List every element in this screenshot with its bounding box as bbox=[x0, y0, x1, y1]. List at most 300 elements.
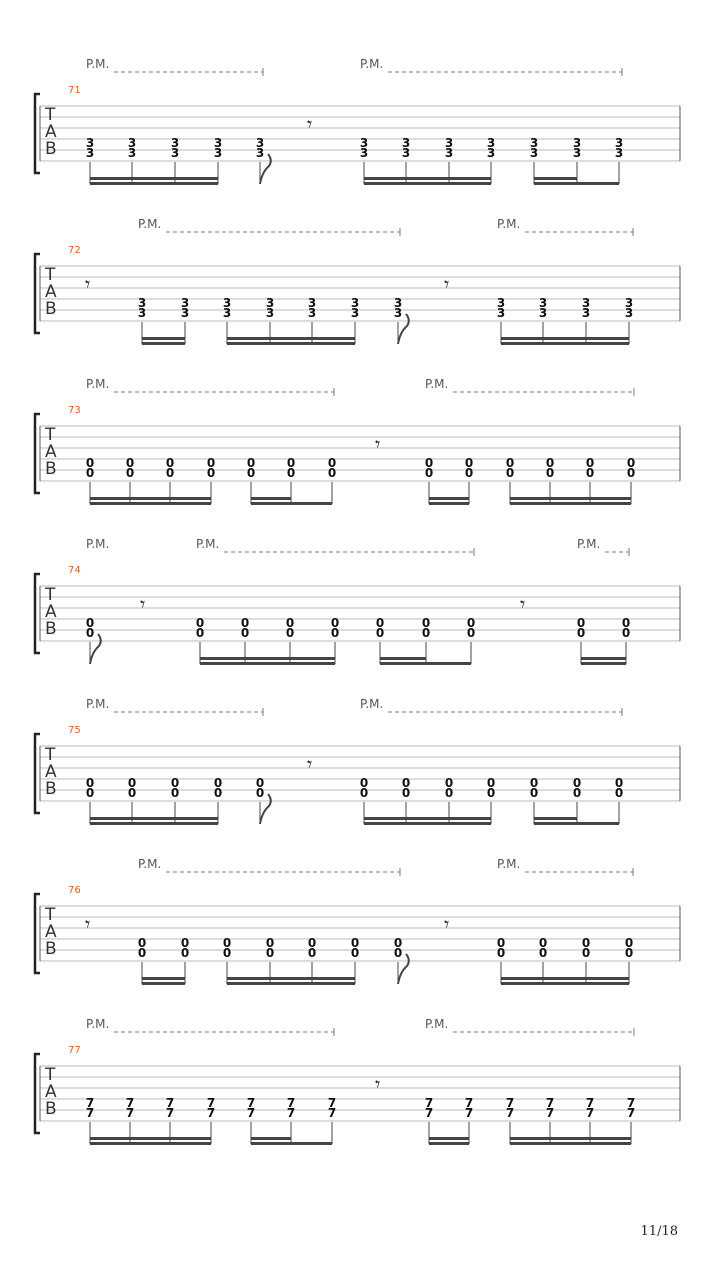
fret-number: 0 bbox=[240, 626, 250, 640]
tab-chord bbox=[582, 936, 590, 984]
fret-number: 7 bbox=[125, 1106, 135, 1120]
fret-number: 3 bbox=[444, 146, 454, 160]
fret-number: 0 bbox=[581, 946, 591, 960]
fret-number: 0 bbox=[350, 936, 360, 950]
fret-number: 0 bbox=[424, 466, 434, 480]
fret-number: 0 bbox=[125, 456, 135, 470]
tab-chord bbox=[625, 936, 633, 984]
beam-secondary bbox=[200, 657, 335, 660]
tab-chord bbox=[376, 616, 384, 664]
fret-number: 0 bbox=[626, 466, 636, 480]
fret-number: 0 bbox=[624, 936, 634, 950]
fret-number: 7 bbox=[206, 1096, 216, 1110]
beam bbox=[90, 182, 218, 185]
beam-secondary bbox=[510, 1137, 631, 1140]
fret-number: 0 bbox=[85, 456, 95, 470]
measure-number: 75 bbox=[68, 725, 81, 736]
fret-number: 0 bbox=[246, 466, 256, 480]
tab-chord bbox=[422, 616, 430, 664]
beam-secondary bbox=[501, 977, 629, 980]
palm-mute-label: P.M. bbox=[86, 697, 110, 711]
tab-clef-letter: A bbox=[45, 762, 57, 782]
fret-number: 0 bbox=[170, 776, 180, 790]
fret-number: 7 bbox=[505, 1106, 515, 1120]
fret-number: 3 bbox=[222, 306, 232, 320]
tab-clef-letter: A bbox=[45, 442, 57, 462]
palm-mute-label: P.M. bbox=[360, 697, 384, 711]
fret-number: 0 bbox=[170, 786, 180, 800]
fret-number: 3 bbox=[486, 146, 496, 160]
beam bbox=[142, 982, 185, 985]
palm-mute-label: P.M. bbox=[138, 217, 162, 231]
tab-chord bbox=[394, 296, 409, 344]
tab-chord bbox=[86, 456, 94, 504]
beam-secondary bbox=[510, 497, 631, 500]
tab-chord bbox=[128, 776, 136, 824]
tab-chord bbox=[445, 136, 453, 184]
fret-number: 7 bbox=[585, 1096, 595, 1110]
beam bbox=[501, 982, 629, 985]
eighth-rest: 𝄾 bbox=[375, 432, 381, 456]
system-bracket bbox=[35, 574, 40, 653]
fret-number: 0 bbox=[393, 946, 403, 960]
tab-chord bbox=[360, 776, 368, 824]
tab-chord bbox=[287, 456, 295, 504]
tab-chord bbox=[530, 776, 538, 824]
fret-number: 7 bbox=[585, 1106, 595, 1120]
eighth-rest: 𝄾 bbox=[307, 752, 313, 776]
beam bbox=[251, 1142, 332, 1145]
tab-chord bbox=[308, 296, 316, 344]
beam bbox=[510, 502, 631, 505]
fret-number: 3 bbox=[307, 296, 317, 310]
fret-number: 0 bbox=[444, 786, 454, 800]
beam-secondary bbox=[90, 497, 211, 500]
beam-secondary bbox=[227, 977, 355, 980]
fret-number: 3 bbox=[614, 146, 624, 160]
tab-clef-letter: A bbox=[45, 922, 57, 942]
tab-chord bbox=[86, 136, 94, 184]
tab-chord bbox=[497, 296, 505, 344]
fret-number: 0 bbox=[585, 456, 595, 470]
fret-number: 3 bbox=[359, 146, 369, 160]
tab-chord bbox=[181, 936, 189, 984]
tab-chord bbox=[351, 936, 359, 984]
tab-clef-letter: A bbox=[45, 1082, 57, 1102]
tab-chord bbox=[539, 296, 547, 344]
tab-clef-letter: T bbox=[45, 585, 56, 605]
fret-number: 0 bbox=[246, 456, 256, 470]
beam bbox=[251, 502, 332, 505]
fret-number: 0 bbox=[195, 626, 205, 640]
tab-chord bbox=[625, 296, 633, 344]
fret-number: 0 bbox=[545, 466, 555, 480]
beam bbox=[534, 182, 619, 185]
tab-clef-letter: B bbox=[45, 779, 57, 799]
tab-chord bbox=[171, 136, 179, 184]
tab-chord bbox=[506, 1096, 514, 1144]
beam-secondary bbox=[534, 177, 577, 180]
fret-number: 3 bbox=[127, 136, 137, 150]
tab-chord bbox=[247, 456, 255, 504]
tab-chord bbox=[467, 616, 475, 664]
beam bbox=[534, 822, 619, 825]
tab-clef-letter: B bbox=[45, 939, 57, 959]
fret-number: 3 bbox=[496, 296, 506, 310]
tab-chord bbox=[506, 456, 514, 504]
fret-number: 0 bbox=[421, 626, 431, 640]
beam-secondary bbox=[251, 497, 291, 500]
fret-number: 7 bbox=[464, 1106, 474, 1120]
tab-chord bbox=[181, 296, 189, 344]
fret-number: 7 bbox=[327, 1096, 337, 1110]
tab-chord bbox=[214, 136, 222, 184]
page-number: 11/18 bbox=[640, 1224, 678, 1239]
tab-system bbox=[35, 377, 680, 505]
beam bbox=[501, 342, 629, 345]
fret-number: 7 bbox=[165, 1106, 175, 1120]
tab-chord bbox=[586, 456, 594, 504]
fret-number: 0 bbox=[350, 946, 360, 960]
fret-number: 3 bbox=[538, 296, 548, 310]
tab-chord bbox=[487, 776, 495, 824]
palm-mute-label: P.M. bbox=[497, 217, 521, 231]
fret-number: 0 bbox=[375, 616, 385, 630]
fret-number: 0 bbox=[285, 616, 295, 630]
fret-number: 3 bbox=[255, 136, 265, 150]
fret-number: 0 bbox=[581, 936, 591, 950]
eighth-rest: 𝄾 bbox=[444, 272, 450, 296]
fret-number: 7 bbox=[165, 1096, 175, 1110]
fret-number: 7 bbox=[85, 1096, 95, 1110]
tab-chord bbox=[166, 1096, 174, 1144]
tab-clef-letter: T bbox=[45, 745, 56, 765]
tab-chord bbox=[497, 936, 505, 984]
fret-number: 3 bbox=[401, 146, 411, 160]
fret-number: 0 bbox=[444, 776, 454, 790]
fret-number: 7 bbox=[286, 1106, 296, 1120]
fret-number: 3 bbox=[581, 306, 591, 320]
palm-mute-label: P.M. bbox=[86, 377, 110, 391]
fret-number: 0 bbox=[486, 786, 496, 800]
tab-chord bbox=[223, 296, 231, 344]
fret-number: 0 bbox=[180, 936, 190, 950]
palm-mute-label: P.M. bbox=[138, 857, 162, 871]
tab-chord bbox=[627, 456, 635, 504]
tab-chord bbox=[582, 296, 590, 344]
tab-chord bbox=[86, 1096, 94, 1144]
fret-number: 3 bbox=[170, 146, 180, 160]
beam-secondary bbox=[501, 337, 629, 340]
fret-number: 0 bbox=[127, 786, 137, 800]
tab-clef-letter: B bbox=[45, 299, 57, 319]
fret-number: 0 bbox=[85, 786, 95, 800]
tab-chord bbox=[266, 936, 274, 984]
tab-clef-letter: T bbox=[45, 1065, 56, 1085]
fret-number: 0 bbox=[255, 776, 265, 790]
beam bbox=[142, 342, 185, 345]
fret-number: 0 bbox=[505, 466, 515, 480]
fret-number: 0 bbox=[206, 456, 216, 470]
beam bbox=[200, 662, 335, 665]
fret-number: 3 bbox=[85, 146, 95, 160]
fret-number: 0 bbox=[222, 946, 232, 960]
fret-number: 0 bbox=[614, 786, 624, 800]
beam-secondary bbox=[364, 177, 491, 180]
tab-chord bbox=[223, 936, 231, 984]
fret-number: 3 bbox=[444, 136, 454, 150]
fret-number: 0 bbox=[330, 616, 340, 630]
fret-number: 0 bbox=[265, 946, 275, 960]
fret-number: 3 bbox=[127, 146, 137, 160]
tab-system bbox=[35, 1017, 680, 1145]
palm-mute-label: P.M. bbox=[497, 857, 521, 871]
tab-chord bbox=[573, 136, 581, 184]
fret-number: 0 bbox=[576, 616, 586, 630]
system-bracket bbox=[35, 1054, 40, 1133]
beam-secondary bbox=[90, 177, 218, 180]
fret-number: 3 bbox=[213, 146, 223, 160]
beam-secondary bbox=[142, 977, 185, 980]
eighth-rest: 𝄾 bbox=[85, 272, 91, 296]
tab-chord bbox=[328, 456, 336, 504]
fret-number: 0 bbox=[307, 936, 317, 950]
fret-number: 7 bbox=[327, 1106, 337, 1120]
eighth-rest: 𝄾 bbox=[140, 592, 146, 616]
tab-chord bbox=[546, 1096, 554, 1144]
fret-number: 0 bbox=[265, 936, 275, 950]
fret-number: 0 bbox=[85, 626, 95, 640]
fret-number: 0 bbox=[255, 786, 265, 800]
fret-number: 0 bbox=[401, 786, 411, 800]
tab-chord bbox=[138, 296, 146, 344]
fret-number: 3 bbox=[393, 306, 403, 320]
fret-number: 3 bbox=[401, 136, 411, 150]
fret-number: 3 bbox=[624, 306, 634, 320]
beam-secondary bbox=[534, 817, 577, 820]
fret-number: 0 bbox=[621, 616, 631, 630]
beam-secondary bbox=[227, 337, 355, 340]
fret-number: 7 bbox=[545, 1096, 555, 1110]
beam-secondary bbox=[90, 1137, 211, 1140]
beam bbox=[90, 822, 218, 825]
beam-secondary bbox=[251, 1137, 291, 1140]
fret-number: 0 bbox=[222, 936, 232, 950]
palm-mute-label: P.M. bbox=[577, 537, 601, 551]
fret-number: 0 bbox=[545, 456, 555, 470]
system-bracket bbox=[35, 94, 40, 173]
fret-number: 3 bbox=[393, 296, 403, 310]
fret-number: 7 bbox=[125, 1096, 135, 1110]
tab-chord bbox=[86, 616, 101, 664]
measure-number: 71 bbox=[68, 85, 81, 96]
fret-number: 0 bbox=[307, 946, 317, 960]
fret-number: 7 bbox=[246, 1106, 256, 1120]
fret-number: 0 bbox=[486, 776, 496, 790]
fret-number: 0 bbox=[180, 946, 190, 960]
tab-chord bbox=[627, 1096, 635, 1144]
fret-number: 0 bbox=[572, 776, 582, 790]
tab-chord bbox=[360, 136, 368, 184]
fret-number: 0 bbox=[621, 626, 631, 640]
beam bbox=[364, 822, 491, 825]
fret-number: 3 bbox=[614, 136, 624, 150]
system-bracket bbox=[35, 894, 40, 973]
eighth-rest: 𝄾 bbox=[307, 112, 313, 136]
tab-chord bbox=[214, 776, 222, 824]
fret-number: 3 bbox=[170, 136, 180, 150]
tab-chord bbox=[308, 936, 316, 984]
tab-chord bbox=[402, 136, 410, 184]
fret-number: 3 bbox=[496, 306, 506, 320]
fret-number: 0 bbox=[538, 936, 548, 950]
tab-clef-letter: T bbox=[45, 265, 56, 285]
beam-secondary bbox=[581, 657, 626, 660]
tab-chord bbox=[539, 936, 547, 984]
fret-number: 0 bbox=[240, 616, 250, 630]
fret-number: 0 bbox=[529, 786, 539, 800]
fret-number: 3 bbox=[529, 146, 539, 160]
tab-chord bbox=[171, 776, 179, 824]
tab-chord bbox=[465, 456, 473, 504]
fret-number: 0 bbox=[213, 776, 223, 790]
tab-chord bbox=[256, 136, 271, 184]
measure-number: 76 bbox=[68, 885, 81, 896]
fret-number: 3 bbox=[529, 136, 539, 150]
tab-chord bbox=[128, 136, 136, 184]
beam-secondary bbox=[364, 817, 491, 820]
tab-chord bbox=[445, 776, 453, 824]
fret-number: 3 bbox=[265, 296, 275, 310]
fret-number: 0 bbox=[401, 776, 411, 790]
palm-mute-label: P.M. bbox=[196, 537, 220, 551]
eighth-rest: 𝄾 bbox=[375, 1072, 381, 1096]
fret-number: 7 bbox=[626, 1106, 636, 1120]
fret-number: 0 bbox=[165, 456, 175, 470]
beam bbox=[510, 1142, 631, 1145]
beam bbox=[90, 1142, 211, 1145]
tab-chord bbox=[615, 136, 623, 184]
tab-chord bbox=[615, 776, 623, 824]
fret-number: 0 bbox=[286, 456, 296, 470]
fret-number: 0 bbox=[286, 466, 296, 480]
beam-secondary bbox=[429, 1137, 469, 1140]
beam bbox=[227, 982, 355, 985]
tab-chord bbox=[573, 776, 581, 824]
fret-number: 3 bbox=[265, 306, 275, 320]
fret-number: 0 bbox=[505, 456, 515, 470]
beam-secondary bbox=[90, 817, 218, 820]
palm-mute-label: P.M. bbox=[360, 57, 384, 71]
fret-number: 3 bbox=[85, 136, 95, 150]
fret-number: 0 bbox=[424, 456, 434, 470]
eighth-rest: 𝄾 bbox=[444, 912, 450, 936]
fret-number: 0 bbox=[125, 466, 135, 480]
fret-number: 0 bbox=[285, 626, 295, 640]
tab-clef-letter: B bbox=[45, 1099, 57, 1119]
fret-number: 0 bbox=[576, 626, 586, 640]
fret-number: 0 bbox=[466, 626, 476, 640]
fret-number: 3 bbox=[180, 296, 190, 310]
fret-number: 3 bbox=[624, 296, 634, 310]
palm-mute-label: P.M. bbox=[425, 377, 449, 391]
tab-chord bbox=[138, 936, 146, 984]
tab-chord bbox=[196, 616, 204, 664]
fret-number: 7 bbox=[424, 1096, 434, 1110]
fret-number: 3 bbox=[572, 136, 582, 150]
fret-number: 0 bbox=[538, 946, 548, 960]
tab-clef-letter: T bbox=[45, 105, 56, 125]
tab-chord bbox=[287, 1096, 295, 1144]
palm-mute-label: P.M. bbox=[86, 57, 110, 71]
tab-chord bbox=[487, 136, 495, 184]
tab-chord bbox=[328, 1096, 336, 1144]
fret-number: 3 bbox=[359, 136, 369, 150]
fret-number: 3 bbox=[137, 296, 147, 310]
fret-number: 7 bbox=[286, 1096, 296, 1110]
tab-chord bbox=[286, 616, 294, 664]
tab-clef-letter: B bbox=[45, 139, 57, 159]
tab-system bbox=[35, 57, 680, 185]
fret-number: 0 bbox=[464, 456, 474, 470]
tab-chord bbox=[622, 616, 630, 664]
tab-chord bbox=[465, 1096, 473, 1144]
fret-number: 3 bbox=[255, 146, 265, 160]
tab-chord bbox=[241, 616, 249, 664]
tab-chord bbox=[207, 456, 215, 504]
measure-number: 72 bbox=[68, 245, 81, 256]
fret-number: 0 bbox=[496, 946, 506, 960]
tab-chord bbox=[86, 776, 94, 824]
fret-number: 0 bbox=[496, 936, 506, 950]
tab-chord bbox=[425, 456, 433, 504]
fret-number: 0 bbox=[626, 456, 636, 470]
tab-clef-letter: T bbox=[45, 905, 56, 925]
tab-chord bbox=[402, 776, 410, 824]
tab-chord bbox=[331, 616, 339, 664]
fret-number: 3 bbox=[581, 296, 591, 310]
tab-clef-letter: A bbox=[45, 122, 57, 142]
measure-number: 74 bbox=[68, 565, 81, 576]
tab-chord bbox=[394, 936, 409, 984]
beam bbox=[581, 662, 626, 665]
fret-number: 3 bbox=[350, 306, 360, 320]
fret-number: 0 bbox=[327, 466, 337, 480]
tab-chord bbox=[577, 616, 585, 664]
fret-number: 7 bbox=[464, 1096, 474, 1110]
tab-clef-letter: A bbox=[45, 602, 57, 622]
fret-number: 0 bbox=[624, 946, 634, 960]
tab-system bbox=[35, 857, 680, 985]
fret-number: 0 bbox=[464, 466, 474, 480]
fret-number: 0 bbox=[585, 466, 595, 480]
fret-number: 0 bbox=[614, 776, 624, 790]
system-bracket bbox=[35, 254, 40, 333]
tab-chord bbox=[530, 136, 538, 184]
tab-clef-letter: B bbox=[45, 619, 57, 639]
eighth-rest: 𝄾 bbox=[520, 592, 526, 616]
beam-secondary bbox=[142, 337, 185, 340]
measure-number: 73 bbox=[68, 405, 81, 416]
tab-system bbox=[35, 217, 680, 345]
beam-secondary bbox=[429, 497, 469, 500]
tab-chord bbox=[126, 1096, 134, 1144]
beam-secondary bbox=[380, 657, 426, 660]
beam bbox=[227, 342, 355, 345]
fret-number: 3 bbox=[213, 136, 223, 150]
fret-number: 0 bbox=[213, 786, 223, 800]
fret-number: 0 bbox=[85, 466, 95, 480]
